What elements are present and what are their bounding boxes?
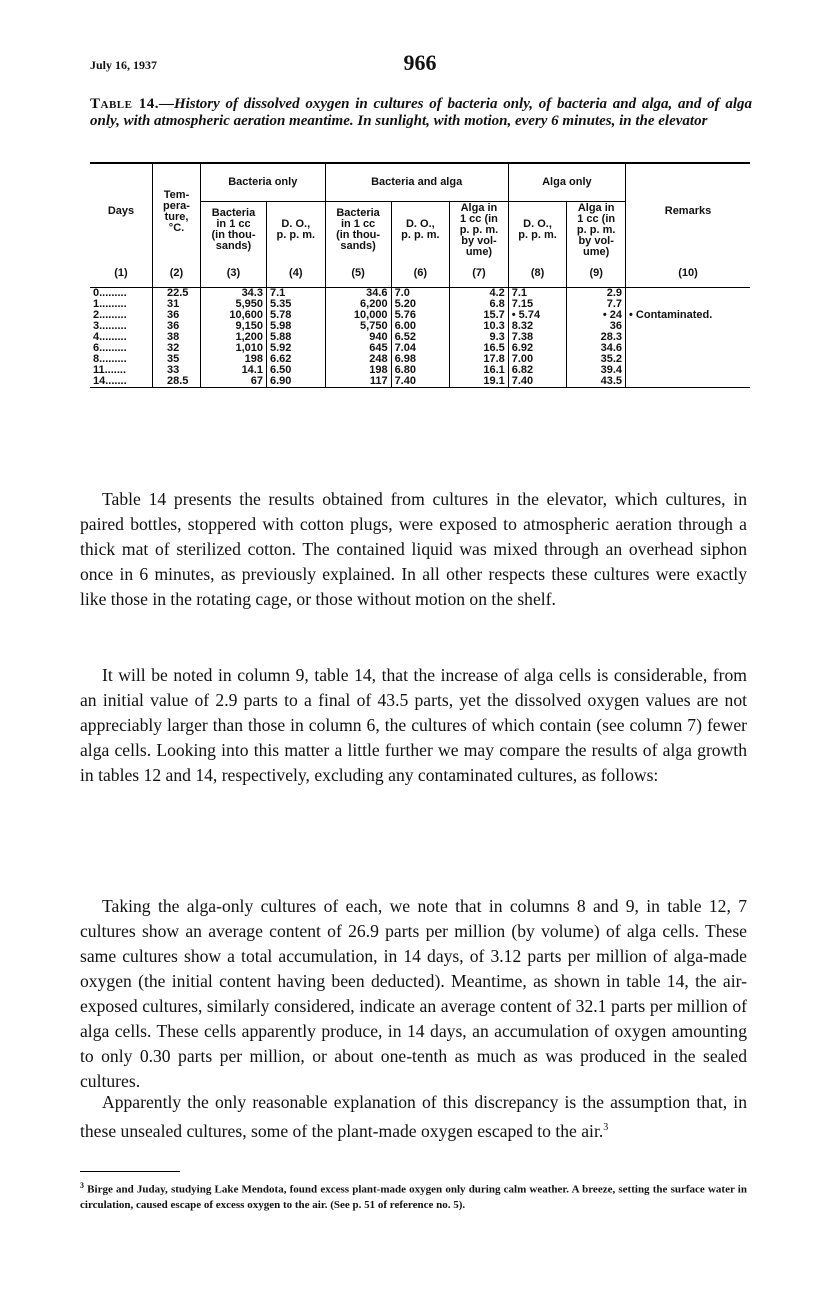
group-alga-only: Alga only: [508, 163, 625, 201]
col-bacteria-count-mixed-header: Bacteria in 1 cc (in thou- sands): [325, 201, 391, 259]
page-number: 966: [403, 50, 437, 75]
col-alga-mixed-header: Alga in 1 cc (in p. p. m. by vol- ume): [450, 201, 509, 259]
bacteria-count-mixed-values: 34.6 6,200 10,000 5,750 940 645 248 198 117: [325, 288, 391, 388]
page-header: [90, 50, 750, 80]
group-bacteria-only: Bacteria only: [201, 163, 326, 201]
footnote-mark: 3: [80, 1181, 84, 1190]
data-table: [90, 162, 750, 388]
col-number: (3): [201, 259, 267, 288]
col-number: (9): [567, 259, 626, 288]
col-do-header: D. O., p. p. m.: [266, 201, 325, 259]
col-do-alga-header: D. O., p. p. m.: [508, 201, 567, 259]
do-values: 7.1 5.35 5.78 5.98 5.88 5.92 6.62 6.50 6.90: [266, 288, 325, 388]
col-number: (8): [508, 259, 567, 288]
bacteria-count-values: 34.3 5,950 10,600 9,150 1,200 1,010 198 14.1 67: [201, 288, 267, 388]
group-bacteria-and-alga: Bacteria and alga: [325, 163, 508, 201]
paragraph-1: [80, 487, 747, 612]
col-number: (5): [325, 259, 391, 288]
header-date: July 16, 1937: [90, 58, 158, 72]
col-days-header: Days: [107, 205, 135, 217]
col-number: (1): [90, 259, 153, 288]
days-values: 0......... 1......... 2......... 3......... 4......... 6......... 8......... 11....... 14.......: [93, 287, 127, 387]
table-caption: [90, 96, 752, 130]
col-remarks-header: Remarks: [626, 163, 751, 259]
alga-only-values: 2.9 7.7 • 24 36 28.3 34.6 35.2 39.4 43.5: [567, 288, 626, 388]
table-title: —History of dissolved oxygen in cultures of bacteria only, of bacteria and alga, and of alga only, with atmospheric aeration meantime. In sunlight, with motion, every 6 minutes, in the elevator: [90, 96, 752, 129]
alga-mixed-values: 4.2 6.8 15.7 10.3 9.3 16.5 17.8 16.1 19.1: [450, 288, 509, 388]
table-label: Table 14.: [90, 96, 159, 112]
remarks-values: • Contaminated.: [626, 288, 751, 388]
do-alga-values: 7.1 7.15 • 5.74 8.32 7.38 6.92 7.00 6.82 7.40: [508, 288, 567, 388]
paragraph-text: Taking the alga-only cultures of each, we note that in columns 8 and 9, in table 12, 7 cultures show an average content of 26.9 parts per million (by volume) of alga cells. These same cultures show a total accumulation, in 14 days, of 3.12 parts per million of alga-made oxygen (the initial content having been deducted). Meantime, as shown in table 14, the air-exposed cultures, similarly considered, indicate an average content of 32.1 parts per million of alga cells. These cells apparently produce, in 14 days, an accumulation of oxygen amounting to only 0.30 parts per million, or about one-tenth as much as was produced in the sealed cultures.: [80, 896, 747, 1091]
footnote-rule: [80, 1171, 180, 1172]
col-number: (2): [153, 259, 201, 288]
footnote-reference: 3: [603, 1122, 609, 1133]
paragraph-text-body: Apparently the only reasonable explanation of this discrepancy is the assumption that, in these unsealed cultures, some of the plant-made oxygen escaped to the air.: [80, 1092, 747, 1141]
col-bacteria-count-header: Bacteria in 1 cc (in thou- sands): [201, 201, 267, 259]
paragraph-text: It will be noted in column 9, table 14, that the increase of alga cells is considerable, from an initial value of 2.9 parts to a final of 43.5 parts, yet the dissolved oxygen values are not appreciably larger than those in column 6, the cultures of which contain (see column 7) fewer alga cells. Looking into this matter a little further we may compare the results of alga growth in tables 12 and 14, respectively, excluding any contaminated cultures, as follows:: [80, 665, 747, 785]
col-do-mixed-header: D. O., p. p. m.: [391, 201, 450, 259]
col-number: (10): [626, 259, 751, 288]
paragraph-4: [80, 1090, 747, 1144]
do-mixed-values: 7.0 5.20 5.76 6.00 6.52 7.04 6.98 6.80 7.40: [391, 288, 450, 388]
paragraph-3: [80, 894, 747, 1094]
temperature-values: 22.5 31 36 36 38 32 35 33 28.5: [153, 288, 201, 388]
footnote-text: Birge and Juday, studying Lake Mendota, found excess plant-made oxygen only during calm weather. A breeze, setting the surface water in circulation, caused escape of excess oxygen to the air. (See p. 51 of reference no. 5).: [80, 1183, 747, 1211]
col-alga-only-header: Alga in 1 cc (in p. p. m. by vol- ume): [567, 201, 626, 259]
col-number: (7): [450, 259, 509, 288]
paragraph-text: Table 14 presents the results obtained from cultures in the elevator, which cultures, in paired bottles, stoppered with cotton plugs, were exposed to atmospheric aeration through a thick mat of sterilized cotton. The contained liquid was mixed through an overhead siphon once in 6 minutes, as previously explained. In all other respects these cultures were exactly like those in the rotating cage, or those without motion on the shelf.: [80, 489, 747, 609]
paragraph-text: [80, 1090, 747, 1144]
col-temperature-header: Tem- pera- ture, °C.: [153, 163, 201, 259]
col-number: (6): [391, 259, 450, 288]
col-number: (4): [266, 259, 325, 288]
footnote: [80, 1178, 747, 1213]
paragraph-2: [80, 663, 747, 788]
